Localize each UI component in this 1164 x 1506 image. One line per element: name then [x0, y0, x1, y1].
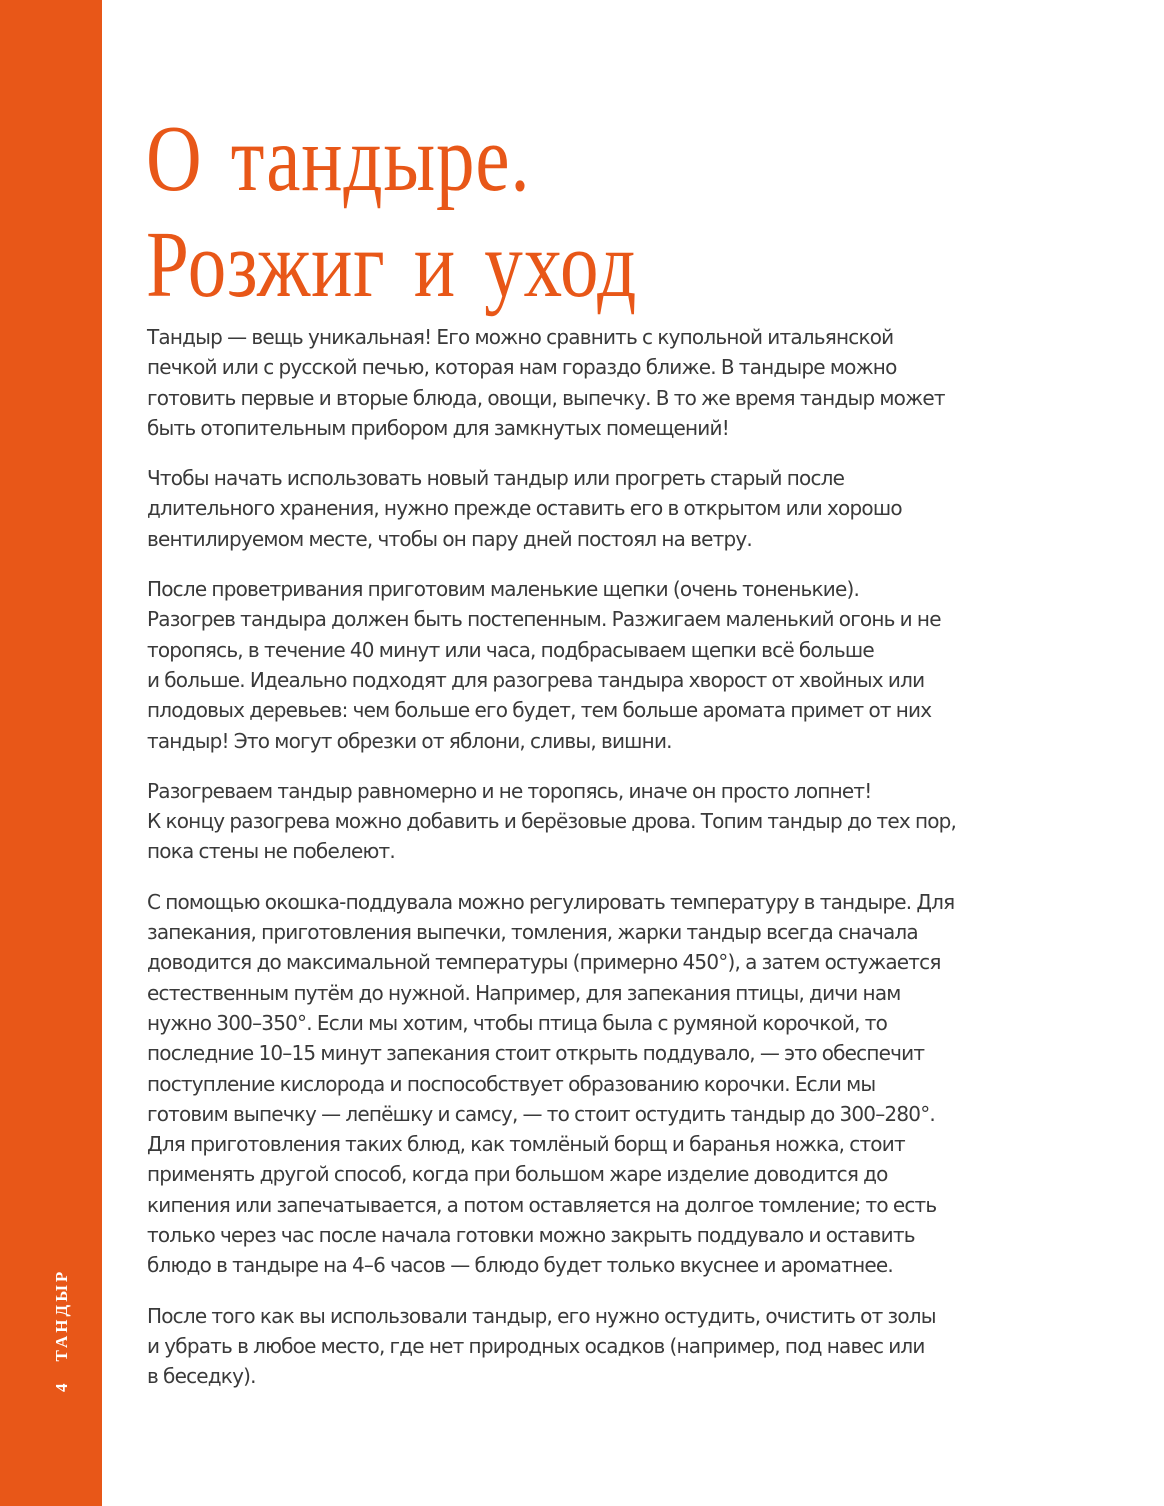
title-line-1: О тандыре.: [146, 107, 531, 211]
section-label: ТАНДЫР: [52, 1268, 71, 1362]
text-line: готовим выпечку — лепёшку и самсу, — то стоит остудить тандыр до 300–280°.: [147, 1101, 935, 1126]
article-body: [147, 322, 1077, 1412]
text-line: плодовых деревьев: чем больше его будет, тем больше аромата примет от них: [147, 698, 932, 723]
text-line: длительного хранения, нужно прежде оставить его в открытом или хорошо: [147, 496, 902, 521]
text-line: нужно 300–350°. Если мы хотим, чтобы птица была с румяной корочкой, то: [147, 1010, 888, 1035]
paragraph: [147, 1301, 1077, 1392]
text-line: и больше. Идеально подходят для разогрева тандыра хворост от хвойных или: [147, 667, 925, 692]
text-line: пока стены не побелеют.: [147, 839, 395, 864]
text-line: Разогрев тандыра должен быть постепенным. Разжигаем маленький огонь и не: [147, 607, 941, 632]
paragraph: [147, 463, 1077, 554]
text-line: применять другой способ, когда при большом жаре изделие доводится до: [147, 1162, 888, 1187]
text-line: печкой или с русской печью, которая нам гораздо ближе. В тандыре можно: [147, 355, 897, 380]
text-line: кипения или запечатывается, а потом оставляется на долгое томление; то есть: [147, 1192, 937, 1217]
paragraph: [147, 322, 1077, 443]
text-line: и убрать в любое место, где нет природных осадков (например, под навес или: [147, 1333, 925, 1358]
paragraph: [147, 776, 1077, 867]
text-line: естественным путём до нужной. Например, для запекания птицы, дичи нам: [147, 980, 901, 1005]
text-line: Чтобы начать использовать новый тандыр или прогреть старый после: [147, 466, 845, 491]
text-line: быть отопительным прибором для замкнутых помещений!: [147, 415, 729, 440]
text-line: тандыр! Это могут обрезки от яблони, сливы, вишни.: [147, 728, 672, 753]
page-title: [146, 106, 637, 318]
text-line: После проветривания приготовим маленькие щепки (очень тоненькие).: [147, 577, 860, 602]
text-line: в беседку).: [147, 1364, 256, 1389]
paragraph: [147, 574, 1077, 756]
text-line: После того как вы использовали тандыр, его нужно остудить, очистить от золы: [147, 1303, 936, 1328]
page-number: 4: [52, 1383, 71, 1392]
text-line: поступление кислорода и поспособствует образованию корочки. Если мы: [147, 1071, 876, 1096]
text-line: Разогреваем тандыр равномерно и не торопясь, иначе он просто лопнет!: [147, 778, 872, 803]
text-line: Для приготовления таких блюд, как томлёный борщ и баранья ножка, стоит: [147, 1132, 905, 1157]
title-line-2: Розжиг и уход: [146, 213, 638, 317]
text-line: торопясь, в течение 40 минут или часа, подбрасываем щепки всё больше: [147, 637, 874, 662]
text-line: вентилируемом месте, чтобы он пару дней постоял на ветру.: [147, 526, 752, 551]
text-line: доводится до максимальной температуры (примерно 450°), а затем остужается: [147, 950, 941, 975]
paragraph: [147, 887, 1077, 1281]
text-line: готовить первые и вторые блюда, овощи, выпечку. В то же время тандыр может: [147, 385, 945, 410]
text-line: К концу разогрева можно добавить и берёзовые дрова. Топим тандыр до тех пор,: [147, 809, 957, 834]
text-line: запекания, приготовления выпечки, томления, жарки тандыр всегда сначала: [147, 920, 918, 945]
text-line: последние 10–15 минут запекания стоит открыть поддувало, — это обеспечит: [147, 1041, 925, 1066]
running-header: [52, 1269, 72, 1392]
text-line: блюдо в тандыре на 4–6 часов — блюдо будет только вкуснее и ароматнее.: [147, 1253, 893, 1278]
text-line: С помощью окошка-поддувала можно регулировать температуру в тандыре. Для: [147, 889, 955, 914]
text-line: Тандыр — вещь уникальная! Его можно сравнить с купольной итальянской: [147, 325, 894, 349]
text-line: только через час после начала готовки можно закрыть поддувало и оставить: [147, 1223, 915, 1248]
side-bar: [0, 0, 102, 1506]
